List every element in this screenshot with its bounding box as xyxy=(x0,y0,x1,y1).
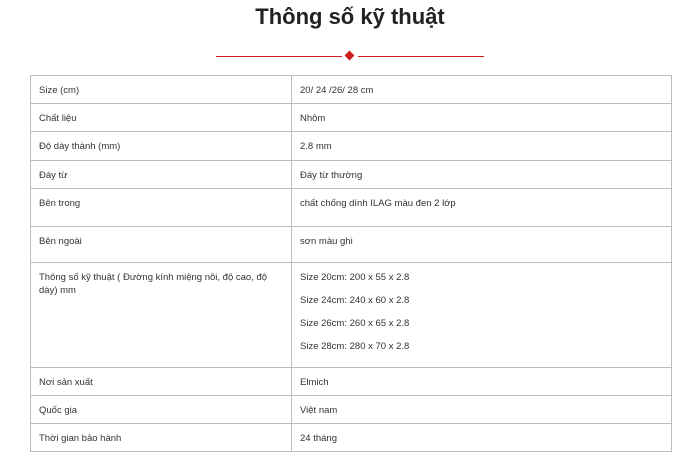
page-title: Thông số kỹ thuật xyxy=(255,4,445,29)
table-row xyxy=(31,189,672,227)
spec-label: Độ dày thành (mm) xyxy=(31,132,292,161)
spec-value: Nhôm xyxy=(292,104,672,132)
spec-value: 24 tháng xyxy=(292,424,672,452)
divider-line-right xyxy=(358,56,484,57)
spec-table xyxy=(30,75,672,452)
table-row xyxy=(31,424,672,452)
spec-value: Đáy từ thường xyxy=(292,161,672,189)
spec-value: chất chống dính ILAG màu đen 2 lớp xyxy=(292,189,672,227)
title-divider xyxy=(216,50,484,62)
table-row xyxy=(31,161,672,189)
spec-value-list xyxy=(292,263,672,368)
divider-line-left xyxy=(216,56,342,57)
spec-value: Elmich xyxy=(292,368,672,396)
table-row xyxy=(31,132,672,161)
spec-value: 2.8 mm xyxy=(292,132,672,161)
size-spec-24: Size 24cm: 240 x 60 x 2.8 xyxy=(300,295,410,306)
table-row xyxy=(31,227,672,263)
spec-value: 20/ 24 /26/ 28 cm xyxy=(292,76,672,104)
size-spec-26: Size 26cm: 260 x 65 x 2.8 xyxy=(300,318,410,329)
spec-label: Quốc gia xyxy=(31,396,292,424)
spec-label: Chất liệu xyxy=(31,104,292,132)
spec-value: sơn màu ghi xyxy=(292,227,672,263)
spec-label: Bên ngoài xyxy=(31,227,292,263)
table-row xyxy=(31,396,672,424)
table-row xyxy=(31,76,672,104)
size-spec-28: Size 28cm: 280 x 70 x 2.8 xyxy=(300,341,410,352)
spec-label: Thời gian bảo hành xyxy=(31,424,292,452)
spec-label: Thông số kỹ thuật ( Đường kính miệng nồi, độ cao, độ dày) mm xyxy=(31,263,292,368)
spec-label: Nơi sản xuất xyxy=(31,368,292,396)
table-row xyxy=(31,104,672,132)
spec-label: Bên trong xyxy=(31,189,292,227)
table-row xyxy=(31,263,672,368)
spec-label: Đáy từ xyxy=(31,161,292,189)
spec-value: Việt nam xyxy=(292,396,672,424)
table-row xyxy=(31,368,672,396)
spec-label: Size (cm) xyxy=(31,76,292,104)
size-spec-20: Size 20cm: 200 x 55 x 2.8 xyxy=(300,272,410,283)
diamond-icon xyxy=(345,51,355,61)
